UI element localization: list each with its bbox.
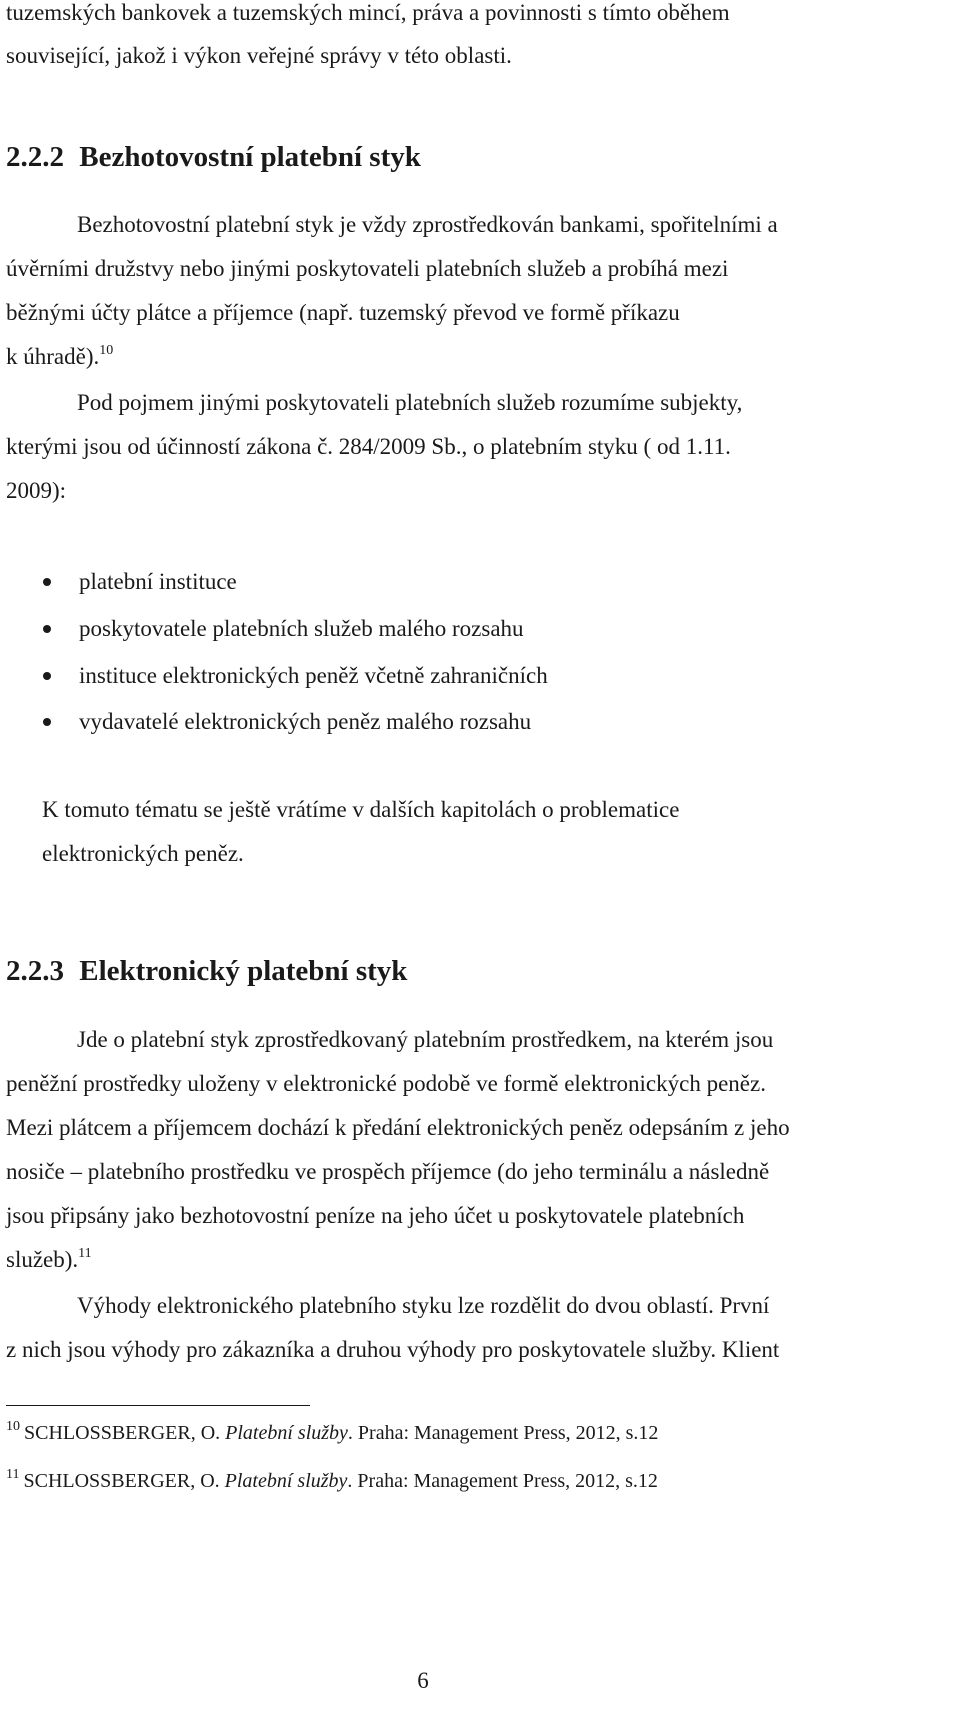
list-item [79,567,237,597]
footnote [6,1418,658,1448]
text-span: Bezhotovostní platební styk je vždy zprostředkován bankami, spořitelními a [77,212,778,237]
text-line [6,1113,790,1143]
text-line [6,254,728,284]
text-fragment: služeb). [6,1247,79,1272]
text-span: úvěrními družstvy nebo jinými poskytovateli platebních služeb a probíhá mezi [6,256,729,281]
footnote-rest: . Praha: Management Press, 2012, s.12 [347,1422,659,1444]
footnote-author: SCHLOSSBERGER, O. [24,1422,221,1444]
text-line [77,388,742,418]
text-span: Mezi plátcem a příjemcem dochází k předání elektronických peněz odepsáním z jeho [6,1115,790,1140]
text-span: peněžní prostředky uloženy v elektronické podobě ve formě elektronických peněz. [6,1071,766,1096]
text-span: tuzemských bankovek a tuzemských mincí, práva a povinnosti s tímto oběhem [6,0,730,25]
list-item [79,661,548,691]
text-line [6,1069,766,1099]
text-span: K tomuto tématu se ještě vrátíme v dalších kapitolách o problematice [42,797,680,822]
text-span: 2009): [6,478,67,503]
text-line [6,41,512,71]
text-span [6,342,113,372]
text-line [77,1291,769,1321]
footnote-ref: 10 [99,343,114,358]
text-line [6,298,680,328]
text-span: Pod pojmem jinými poskytovateli platebních služeb rozumíme subjekty, [77,390,743,415]
text-span: Jde o platební styk zprostředkovaný platebním prostředkem, na kterém jsou [77,1027,774,1052]
bullet-icon [43,625,51,633]
bullet-icon [43,672,51,680]
text-line [6,0,730,28]
text-span [6,1466,658,1496]
text-span: běžnými účty plátce a příjemce (např. tuzemský převod ve formě příkazu [6,300,680,325]
footnote-separator [6,1405,310,1406]
bullet-icon [43,718,51,726]
text-line [42,839,244,869]
text-span: elektronických peněz. [42,841,244,866]
page-number: 6 [417,1668,429,1693]
list-item [79,614,524,644]
text-span: poskytovatele platebních služeb malého rozsahu [79,616,524,641]
footnote-author: SCHLOSSBERGER, O. [23,1470,220,1492]
text-span: vydavatelé elektronických peněz malého rozsahu [79,709,532,734]
text-line [77,1025,773,1055]
footnote-mark: 11 [6,1467,20,1482]
text-span: platební instituce [79,569,237,594]
text-span [6,1418,658,1448]
section-title: Bezhotovostní platební styk [79,141,421,173]
bullet-icon [43,578,51,586]
section-number: 2.2.3 [6,955,64,987]
text-line [42,795,679,825]
text-span: nosiče – platebního prostředku ve prospěch příjemce (do jeho terminálu a následně [6,1159,770,1184]
text-line [6,1335,779,1365]
text-line [6,342,113,372]
text-span: instituce elektronických peněž včetně zahraničních [79,663,548,688]
text-span: Výhody elektronického platebního styku lze rozdělit do dvou oblastí. První [77,1293,770,1318]
text-span: z nich jsou výhody pro zákazníka a druhou výhody pro poskytovatele služby. Klient [6,1337,780,1362]
section-number: 2.2.2 [6,141,64,173]
footnote-rest: . Praha: Management Press, 2012, s.12 [347,1470,658,1492]
text-fragment: k úhradě). [6,344,100,369]
list-item [79,707,531,737]
footnote-title: Platební služby [225,1422,348,1444]
text-span: související, jakož i výkon veřejné správy v této oblasti. [6,43,512,68]
section-title: Elektronický platební styk [79,955,408,987]
text-line [6,1245,92,1275]
footnote-mark: 10 [6,1419,20,1434]
text-span: kterými jsou od účinností zákona č. 284/2009 Sb., o platebním styku ( od 1.11. [6,434,731,459]
section-heading-223 [6,953,407,989]
text-line [6,432,731,462]
text-line [6,1201,744,1231]
text-line [6,1157,769,1187]
section-heading-222 [6,139,421,175]
footnote-title: Platební služby [224,1470,348,1492]
text-line [6,476,66,506]
text-span [6,1245,92,1275]
text-span: jsou připsány jako bezhotovostní peníze na jeho účet u poskytovatele platebních [6,1203,745,1228]
text-line [77,210,778,240]
footnote-ref: 11 [78,1246,92,1261]
footnote [6,1466,658,1496]
